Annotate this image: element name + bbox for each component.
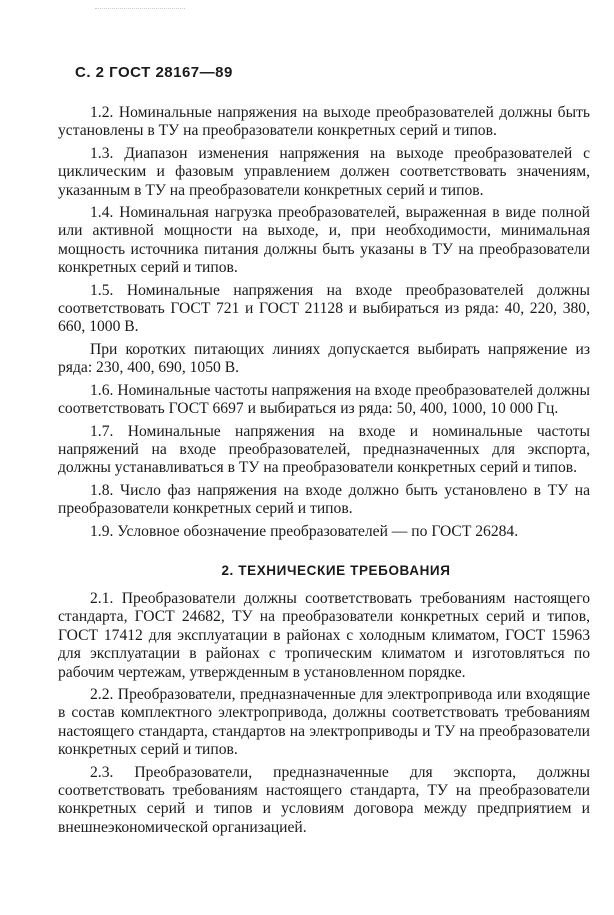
paragraph-2-1: 2.1. Преобразователи должны соответствовать требованиям настоящего стандарта, ГОСТ 24682, ТУ на преобразователи конкретных серий и типов, ГОСТ 17412 для эксплуатации в районах с холодным климатом, ГОСТ 15963 для эксплуатации в районах с тропическим климатом и изготовляться по рабочим чертежам, утвержденным в установленном порядке. [58, 589, 590, 681]
paragraph-1-5-note: При коротких питающих линиях допускается выбирать напряжение из ряда: 230, 400, 690, 1050 В. [58, 340, 590, 377]
paragraph-1-9: 1.9. Условное обозначение преобразователей — по ГОСТ 26284. [90, 522, 519, 540]
paragraph-1-3: 1.3. Диапазон изменения напряжения на выходе преобразователей с циклическим и фазовым управлением должен соответствовать значениям, указанным в ТУ на преобразователи конкретных серий и типов. [58, 144, 590, 199]
paragraph-1-8: 1.8. Число фаз напряжения на входе должно быть установлено в ТУ на преобразователи конкретных серий и типов. [58, 481, 590, 518]
scan-specks [95, 8, 185, 13]
paragraph-2-3: 2.3. Преобразователи, предназначенные для экспорта, должны соответствовать требованиям настоящего стандарта, ТУ на преобразователи конкретных серий и типов и условиям договора между предприятием и внешнеэкономической организацией. [58, 763, 590, 836]
paragraph-1-4: 1.4. Номинальная нагрузка преобразователей, выраженная в виде полной или активной мощности на выходе, и, при необходимости, минимальная мощность источника питания должны быть указаны в ТУ на преобразователи конкретных серий и типов. [58, 204, 590, 277]
paragraph-2-2: 2.2. Преобразователи, предназначенные для электропривода или входящие в состав комплектного электропривода, должны соответствовать требованиям настоящего стандарта, стандартов на электроприводы и ТУ на преобразователи конкретных серий и типов. [58, 685, 590, 759]
paragraph-1-2: 1.2. Номинальные напряжения на выходе преобразователей должны быть установлены в ТУ на преобразователи конкретных серий и типов. [58, 104, 590, 140]
page-header: С. 2 ГОСТ 28167—89 [75, 64, 233, 81]
section-2-title: 2. ТЕХНИЧЕСКИЕ ТРЕБОВАНИЯ [221, 562, 451, 578]
document-body [58, 104, 590, 841]
paragraph-1-7: 1.7. Номинальные напряжения на входе и номинальные частоты напряжений на входе преобразователей, предназначенных для экспорта, должны устанавливаться в ТУ на преобразователи конкретных серий и типов. [58, 422, 590, 477]
paragraph-1-6: 1.6. Номинальные частоты напряжения на входе преобразователей должны соответствовать ГОСТ 6697 и выбираться из ряда: 50, 400, 1000, 10 000 Гц. [58, 381, 590, 418]
paragraph-1-5: 1.5. Номинальные напряжения на входе преобразователей должны соответствовать ГОСТ 721 и ГОСТ 21128 и выбираться из ряда: 40, 220, 380, 660, 1000 В. [58, 281, 590, 336]
